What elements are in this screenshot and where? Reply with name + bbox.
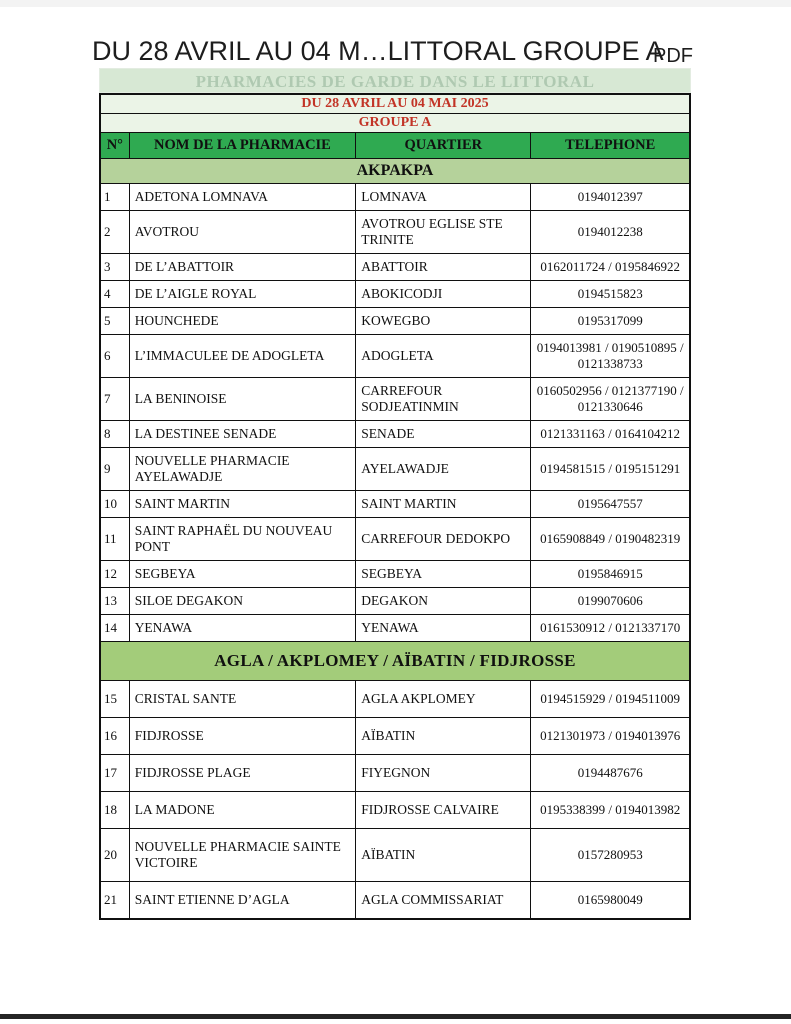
cell-name: ADETONA LOMNAVA xyxy=(129,184,356,211)
table-row xyxy=(100,211,690,254)
cell-phone: 0194012238 xyxy=(531,211,690,254)
cell-num: 10 xyxy=(100,491,129,518)
cell-phone: 0165908849 / 0190482319 xyxy=(531,518,690,561)
table-row xyxy=(100,254,690,281)
cell-name: DE L’ABATTOIR xyxy=(129,254,356,281)
cell-phone: 0160502956 / 0121377190 / 0121330646 xyxy=(531,378,690,421)
cell-num: 18 xyxy=(100,792,129,829)
cell-num: 20 xyxy=(100,829,129,882)
table-row xyxy=(100,792,690,829)
table-row xyxy=(100,281,690,308)
cell-name: SAINT MARTIN xyxy=(129,491,356,518)
period-row xyxy=(100,94,690,114)
cell-quartier: SENADE xyxy=(356,421,531,448)
table-row xyxy=(100,755,690,792)
cell-name: NOUVELLE PHARMACIE AYELAWADJE xyxy=(129,448,356,491)
cell-phone: 0121331163 / 0164104212 xyxy=(531,421,690,448)
cell-quartier: ABOKICODJI xyxy=(356,281,531,308)
cell-num: 11 xyxy=(100,518,129,561)
cell-name: CRISTAL SANTE xyxy=(129,681,356,718)
cell-num: 3 xyxy=(100,254,129,281)
cell-quartier: SAINT MARTIN xyxy=(356,491,531,518)
table-row xyxy=(100,615,690,642)
pdf-badge: PDF xyxy=(653,45,693,67)
cell-phone: 0162011724 / 0195846922 xyxy=(531,254,690,281)
cell-phone: 0194581515 / 0195151291 xyxy=(531,448,690,491)
cell-name: LA BENINOISE xyxy=(129,378,356,421)
section-header: AKPAKPA xyxy=(100,159,690,184)
cell-num: 9 xyxy=(100,448,129,491)
group-row xyxy=(100,114,690,133)
table-row xyxy=(100,335,690,378)
table-row xyxy=(100,491,690,518)
cell-num: 4 xyxy=(100,281,129,308)
cell-quartier: CARREFOUR DEDOKPO xyxy=(356,518,531,561)
table-row xyxy=(100,448,690,491)
cell-num: 16 xyxy=(100,718,129,755)
cell-name: YENAWA xyxy=(129,615,356,642)
cell-name: DE L’AIGLE ROYAL xyxy=(129,281,356,308)
cell-phone: 0195846915 xyxy=(531,561,690,588)
window-top-edge xyxy=(0,0,791,7)
cell-phone: 0194013981 / 0190510895 / 0121338733 xyxy=(531,335,690,378)
cell-num: 7 xyxy=(100,378,129,421)
cell-phone: 0161530912 / 0121337170 xyxy=(531,615,690,642)
section-header-row xyxy=(100,642,690,681)
cell-name: LA DESTINEE SENADE xyxy=(129,421,356,448)
cell-quartier: LOMNAVA xyxy=(356,184,531,211)
cell-quartier: FIYEGNON xyxy=(356,755,531,792)
table-row xyxy=(100,561,690,588)
cell-phone: 0194012397 xyxy=(531,184,690,211)
cell-num: 2 xyxy=(100,211,129,254)
cell-quartier: AÏBATIN xyxy=(356,718,531,755)
cell-name: SAINT ETIENNE D’AGLA xyxy=(129,882,356,920)
cell-num: 5 xyxy=(100,308,129,335)
cell-quartier: FIDJROSSE CALVAIRE xyxy=(356,792,531,829)
cell-quartier: AYELAWADJE xyxy=(356,448,531,491)
cell-quartier: CARREFOUR SODJEATINMIN xyxy=(356,378,531,421)
table-row xyxy=(100,681,690,718)
column-header-row xyxy=(100,133,690,159)
cell-quartier: KOWEGBO xyxy=(356,308,531,335)
cell-phone: 0195647557 xyxy=(531,491,690,518)
cell-quartier: ADOGLETA xyxy=(356,335,531,378)
cell-name: NOUVELLE PHARMACIE SAINTE VICTOIRE xyxy=(129,829,356,882)
group-label: GROUPE A xyxy=(100,114,690,133)
cell-phone: 0195338399 / 0194013982 xyxy=(531,792,690,829)
table-row xyxy=(100,588,690,615)
cell-num: 21 xyxy=(100,882,129,920)
col-header-quartier: QUARTIER xyxy=(356,133,531,159)
cell-name: FIDJROSSE PLAGE xyxy=(129,755,356,792)
table-row xyxy=(100,829,690,882)
pharmacy-table-body xyxy=(100,159,690,920)
col-header-num: N° xyxy=(100,133,129,159)
cell-phone: 0121301973 / 0194013976 xyxy=(531,718,690,755)
cell-quartier: AGLA COMMISSARIAT xyxy=(356,882,531,920)
cell-phone: 0194487676 xyxy=(531,755,690,792)
cell-num: 17 xyxy=(100,755,129,792)
col-header-name: NOM DE LA PHARMACIE xyxy=(129,133,356,159)
table-row xyxy=(100,308,690,335)
cell-phone: 0195317099 xyxy=(531,308,690,335)
cell-num: 12 xyxy=(100,561,129,588)
cell-phone: 0199070606 xyxy=(531,588,690,615)
table-row xyxy=(100,421,690,448)
cell-quartier: AGLA AKPLOMEY xyxy=(356,681,531,718)
period-label: DU 28 AVRIL AU 04 MAI 2025 xyxy=(100,94,690,114)
cell-name: LA MADONE xyxy=(129,792,356,829)
cell-phone: 0194515823 xyxy=(531,281,690,308)
cell-phone: 0157280953 xyxy=(531,829,690,882)
document-banner: PHARMACIES DE GARDE DANS LE LITTORAL xyxy=(99,68,691,93)
cell-quartier: DEGAKON xyxy=(356,588,531,615)
cell-num: 13 xyxy=(100,588,129,615)
cell-num: 8 xyxy=(100,421,129,448)
cell-num: 14 xyxy=(100,615,129,642)
bottom-divider xyxy=(0,1014,791,1019)
cell-quartier: AÏBATIN xyxy=(356,829,531,882)
section-header-row xyxy=(100,159,690,184)
cell-quartier: ABATTOIR xyxy=(356,254,531,281)
table-row xyxy=(100,184,690,211)
cell-quartier: AVOTROU EGLISE STE TRINITE xyxy=(356,211,531,254)
cell-num: 1 xyxy=(100,184,129,211)
cell-name: L’IMMACULEE DE ADOGLETA xyxy=(129,335,356,378)
cell-phone: 0165980049 xyxy=(531,882,690,920)
table-row xyxy=(100,718,690,755)
cell-name: FIDJROSSE xyxy=(129,718,356,755)
table-row xyxy=(100,882,690,920)
cell-num: 15 xyxy=(100,681,129,718)
cell-phone: 0194515929 / 0194511009 xyxy=(531,681,690,718)
table-row xyxy=(100,378,690,421)
section-header: AGLA / AKPLOMEY / AÏBATIN / FIDJROSSE xyxy=(100,642,690,681)
cell-quartier: YENAWA xyxy=(356,615,531,642)
col-header-phone: TELEPHONE xyxy=(531,133,690,159)
cell-name: AVOTROU xyxy=(129,211,356,254)
cell-quartier: SEGBEYA xyxy=(356,561,531,588)
cell-name: SAINT RAPHAËL DU NOUVEAU PONT xyxy=(129,518,356,561)
cell-name: HOUNCHEDE xyxy=(129,308,356,335)
table-row xyxy=(100,518,690,561)
cell-name: SILOE DEGAKON xyxy=(129,588,356,615)
cell-num: 6 xyxy=(100,335,129,378)
document-title: DU 28 AVRIL AU 04 M…LITTORAL GROUPE A xyxy=(92,36,664,66)
pharmacy-table xyxy=(99,93,691,920)
cell-name: SEGBEYA xyxy=(129,561,356,588)
document-page[interactable] xyxy=(99,68,691,920)
